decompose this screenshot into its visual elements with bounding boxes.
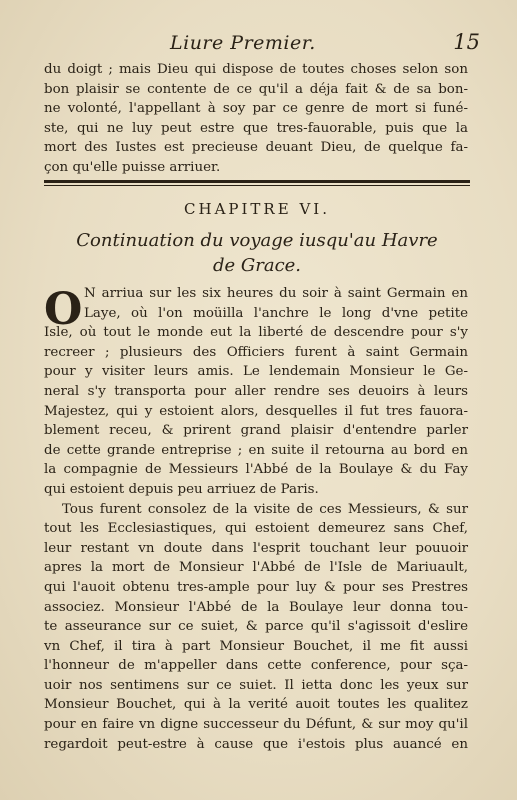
section-divider-thick <box>44 180 470 183</box>
body-text <box>44 284 468 754</box>
text-line: tout les Ecclesiastiques, qui estoient demeurez sans Chef, <box>44 521 468 537</box>
text-line: Majestez, qui y estoient alors, desquelles il fut tres fauora- <box>44 403 468 419</box>
text-line: ne volonté, l'appellant à soy par ce genre de mort si funé- <box>44 101 468 117</box>
text-line: neral s'y transporta pour aller rendre ses deuoirs à leurs <box>44 383 468 399</box>
text-line: du doigt ; mais Dieu qui dispose de toutes choses selon son <box>44 62 468 77</box>
running-header <box>40 32 480 56</box>
text-line: uoir nos sentimens sur ce suiet. Il ietta donc les yeux sur <box>44 677 468 693</box>
text-line: Monsieur Bouchet, qui à la verité auoit toutes les qualitez <box>44 697 468 713</box>
text-line: bon plaisir se contente de ce qu'il a déja fait & de sa bon- <box>44 81 468 97</box>
text-line: mort des Iustes est precieuse deuant Dieu, de quelque fa- <box>44 140 468 156</box>
text-line: Laye, où l'on moüilla l'anchre le long d'vne petite <box>84 305 468 321</box>
text-line: qui l'auoit obtenu tres-ample pour luy & pour ses Prestres <box>44 579 468 595</box>
text-line: N arriua sur les six heures du soir à saint Germain en <box>84 286 468 301</box>
text-line: Tous furent consolez de la visite de ces Messieurs, & sur <box>62 501 468 517</box>
section-divider-thin <box>44 185 470 186</box>
text-line: Isle, où tout le monde eut la liberté de descendre pour s'y <box>44 325 468 341</box>
text-line: regardoit peut-estre à cause que i'estois plus auancé en <box>44 736 468 752</box>
top-paragraph <box>44 60 468 178</box>
text-line: blement receu, & prirent grand plaisir d'entendre parler <box>44 423 468 439</box>
drop-cap: O <box>44 284 83 335</box>
running-title: Liure Premier. <box>170 32 316 54</box>
text-line: qui estoient depuis peu arriuez de Paris. <box>44 481 319 497</box>
text-line: de cette grande entreprise ; en suite il retourna au bord en <box>44 442 468 458</box>
text-line: te asseurance sur ce suiet, & parce qu'il s'agissoit d'eslire <box>44 619 468 635</box>
chapter-title <box>44 228 470 278</box>
text-line: pour y visiter leurs amis. Le lendemain Monsieur le Ge- <box>44 364 468 380</box>
text-line: l'honneur de m'appeller dans cette conference, pour sça- <box>44 658 468 674</box>
text-line: vn Chef, il tira à part Monsieur Bouchet, il me fit aussi <box>44 638 468 654</box>
text-line: çon qu'elle puisse arriuer. <box>44 159 221 175</box>
text-line: recreer ; plusieurs des Officiers furent à saint Germain <box>44 344 468 360</box>
chapter-title-line: de Grace. <box>212 255 302 276</box>
text-line: pour en faire vn digne successeur du Défunt, & sur moy qu'il <box>44 717 468 733</box>
text-line: apres la mort de Monsieur l'Abbé de l'Isle de Mariuault, <box>44 560 468 576</box>
text-line: ste, qui ne luy peut estre que tres-fauorable, puis que la <box>44 120 468 136</box>
text-line: la compagnie de Messieurs l'Abbé de la Boulaye & du Fay <box>44 462 468 478</box>
page-number: 15 <box>453 30 480 54</box>
chapter-heading: CHAPITRE VI. <box>184 200 330 218</box>
text-line: leur restant vn doute dans l'esprit touchant leur pouuoir <box>44 540 468 556</box>
chapter-title-line: Continuation du voyage iusqu'au Havre <box>76 230 438 251</box>
text-line: associez. Monsieur l'Abbé de la Boulaye leur donna tou- <box>44 599 468 615</box>
